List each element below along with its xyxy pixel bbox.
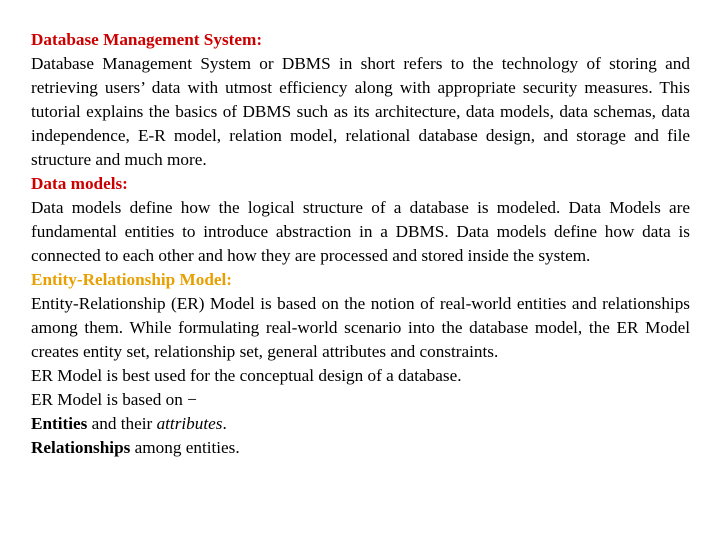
line-entities [31,412,690,436]
paragraph-er-model: Entity-Relationship (ER) Model is based on the notion of real-world entities and relationships among them. While formulating real-world scenario into the database model, the ER Model creates entity set, relationship set, general attributes and constraints. [31,294,690,361]
attributes-term: attributes [156,414,223,433]
document-page [31,28,690,460]
entities-mid-text: and their [87,414,157,433]
paragraph-data-models: Data models define how the logical structure of a database is modeled. Data Models are fundamental entities to introduce abstraction in a DBMS. Data models define how data is connected to each other and how they are processed and stored inside the system. [31,198,690,265]
relationships-end-text: among entities. [130,438,240,457]
line-based-on: ER Model is based on − [31,390,197,409]
heading-dbms: Database Management System: [31,30,263,49]
heading-data-models: Data models: [31,174,128,193]
line-best-use: ER Model is best used for the conceptual design of a database. [31,366,462,385]
relationships-term: Relationships [31,438,131,457]
line-relationships [31,436,690,460]
paragraph-dbms: Database Management System or DBMS in short refers to the technology of storing and retrieving users’ data with utmost efficiency along with appropriate security measures. This tutorial explains the basics of DBMS such as its architecture, data models, data schemas, data independence, E-R model, relation model, relational database design, and storage and file structure and much more. [31,54,690,169]
entities-term: Entities [31,414,88,433]
heading-er-model: Entity-Relationship Model: [31,270,233,289]
entities-end-text: . [222,414,227,433]
